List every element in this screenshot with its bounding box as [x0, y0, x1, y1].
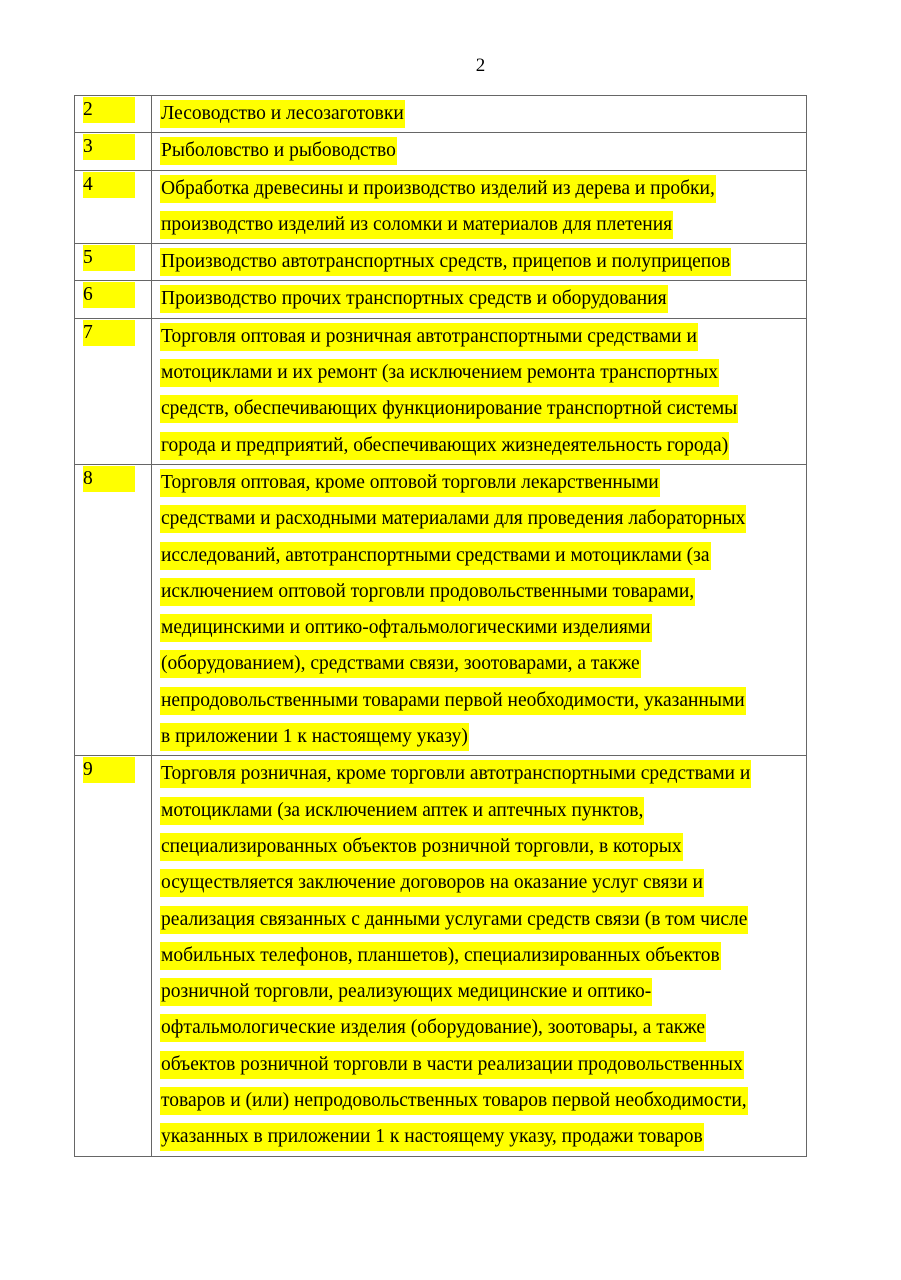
- table-row: [75, 133, 807, 170]
- table-row: [75, 756, 807, 1156]
- row-number-cell: [75, 170, 152, 244]
- activity-description-cell: [152, 464, 807, 755]
- highlighted-text: осуществляется заключение договоров на оказание услуг связи и: [160, 869, 704, 897]
- table-row: [75, 281, 807, 318]
- activity-description-cell: [152, 318, 807, 464]
- description-line: [160, 719, 802, 755]
- highlighted-text: Торговля оптовая и розничная автотранспортными средствами и: [160, 323, 698, 351]
- description-line: [160, 355, 802, 391]
- highlighted-text: розничной торговли, реализующих медицинские и оптико-: [160, 978, 652, 1006]
- highlighted-text: Рыболовство и рыбоводство: [160, 137, 397, 165]
- row-number-cell: [75, 133, 152, 170]
- description-line: [160, 281, 802, 317]
- description-line: [160, 1083, 802, 1119]
- highlighted-text: офтальмологические изделия (оборудование), зоотовары, а также: [160, 1014, 706, 1042]
- highlighted-text: реализация связанных с данными услугами средств связи (в том числе: [160, 906, 748, 934]
- description-line: [160, 829, 802, 865]
- row-number: 3: [83, 134, 135, 160]
- row-number-cell: [75, 96, 152, 133]
- highlighted-text: указанных в приложении 1 к настоящему указу, продажи товаров: [160, 1123, 704, 1151]
- highlighted-text: Обработка древесины и производство изделий из дерева и пробки,: [160, 175, 716, 203]
- activity-description-cell: [152, 133, 807, 170]
- highlighted-text: Торговля оптовая, кроме оптовой торговли лекарственными: [160, 469, 660, 497]
- description-line: [160, 1119, 802, 1155]
- description-line: [160, 974, 802, 1010]
- row-number: 2: [83, 97, 135, 123]
- highlighted-text: средствами и расходными материалами для проведения лабораторных: [160, 505, 746, 533]
- description-line: [160, 938, 802, 974]
- description-line: [160, 610, 802, 646]
- highlighted-text: мобильных телефонов, планшетов), специализированных объектов: [160, 942, 721, 970]
- highlighted-text: непродовольственными товарами первой необходимости, указанными: [160, 687, 746, 715]
- table-row: [75, 318, 807, 464]
- highlighted-text: исключением оптовой торговли продовольственными товарами,: [160, 578, 695, 606]
- row-number: 8: [83, 466, 135, 492]
- description-line: [160, 207, 802, 243]
- table-row: [75, 170, 807, 244]
- description-line: [160, 1047, 802, 1083]
- highlighted-text: Производство прочих транспортных средств и оборудования: [160, 285, 668, 313]
- description-line: [160, 244, 802, 280]
- row-number: 6: [83, 282, 135, 308]
- description-line: [160, 465, 802, 501]
- highlighted-text: города и предприятий, обеспечивающих жизнедеятельность города): [160, 432, 729, 460]
- highlighted-text: средств, обеспечивающих функционирование транспортной системы: [160, 395, 738, 423]
- row-number: 9: [83, 757, 135, 783]
- description-line: [160, 391, 802, 427]
- row-number-cell: [75, 756, 152, 1156]
- row-number-cell: [75, 464, 152, 755]
- highlighted-text: исследований, автотранспортными средствами и мотоциклами (за: [160, 542, 711, 570]
- highlighted-text: (оборудованием), средствами связи, зоотоварами, а также: [160, 650, 641, 678]
- table-row: [75, 244, 807, 281]
- description-line: [160, 319, 802, 355]
- highlighted-text: мотоциклами (за исключением аптек и аптечных пунктов,: [160, 797, 644, 825]
- description-line: [160, 133, 802, 169]
- activity-description-cell: [152, 244, 807, 281]
- highlighted-text: специализированных объектов розничной торговли, в которых: [160, 833, 683, 861]
- row-number-cell: [75, 244, 152, 281]
- highlighted-text: мотоциклами и их ремонт (за исключением ремонта транспортных: [160, 359, 719, 387]
- activities-table: [74, 95, 807, 1157]
- table-row: [75, 96, 807, 133]
- highlighted-text: товаров и (или) непродовольственных товаров первой необходимости,: [160, 1087, 748, 1115]
- description-line: [160, 646, 802, 682]
- description-line: [160, 538, 802, 574]
- activity-description-cell: [152, 96, 807, 133]
- activity-description-cell: [152, 281, 807, 318]
- description-line: [160, 428, 802, 464]
- activity-description-cell: [152, 170, 807, 244]
- highlighted-text: производство изделий из соломки и материалов для плетения: [160, 211, 673, 239]
- description-line: [160, 1010, 802, 1046]
- page-number: 2: [475, 55, 486, 76]
- row-number: 7: [83, 320, 135, 346]
- highlighted-text: Производство автотранспортных средств, прицепов и полуприцепов: [160, 248, 731, 276]
- description-line: [160, 683, 802, 719]
- row-number: 4: [83, 172, 135, 198]
- table-row: [75, 464, 807, 755]
- highlighted-text: Лесоводство и лесозаготовки: [160, 100, 405, 128]
- highlighted-text: медицинскими и оптико-офтальмологическими изделиями: [160, 614, 652, 642]
- table-body: [75, 96, 807, 1157]
- description-line: [160, 96, 802, 132]
- description-line: [160, 902, 802, 938]
- highlighted-text: Торговля розничная, кроме торговли автотранспортными средствами и: [160, 760, 751, 788]
- description-line: [160, 171, 802, 207]
- highlighted-text: объектов розничной торговли в части реализации продовольственных: [160, 1051, 744, 1079]
- row-number-cell: [75, 281, 152, 318]
- row-number-cell: [75, 318, 152, 464]
- description-line: [160, 756, 802, 792]
- activity-description-cell: [152, 756, 807, 1156]
- description-line: [160, 865, 802, 901]
- row-number: 5: [83, 245, 135, 271]
- description-line: [160, 501, 802, 537]
- description-line: [160, 793, 802, 829]
- description-line: [160, 574, 802, 610]
- highlighted-text: в приложении 1 к настоящему указу): [160, 723, 469, 751]
